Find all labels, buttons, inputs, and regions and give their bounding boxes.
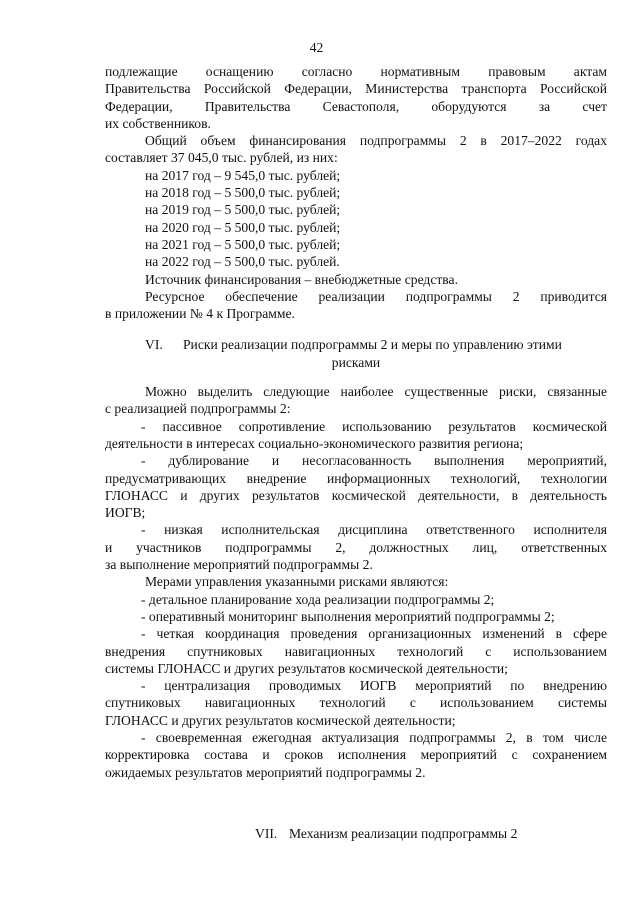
section-7-heading xyxy=(105,825,607,842)
text-line: ГЛОНАСС и других результатов космической деятельности; xyxy=(105,712,456,728)
risk-item xyxy=(105,521,607,573)
financing-source: Источник финансирования – внебюджетные средства. xyxy=(145,271,458,287)
text-line: внедрения спутниковых навигационных технологий с использованием xyxy=(105,643,607,659)
financing-year-item: на 2021 год – 5 500,0 тыс. рублей; xyxy=(145,236,341,252)
measure-item xyxy=(105,608,607,625)
text-line: ожидаемых результатов мероприятий подпрограммы 2. xyxy=(105,764,426,780)
intro-paragraph xyxy=(105,63,607,132)
text-line: - низкая исполнительская дисциплина ответственного исполнителя xyxy=(141,522,607,538)
financing-year-item: на 2019 год – 5 500,0 тыс. рублей; xyxy=(145,202,341,218)
measure-item xyxy=(105,729,607,781)
text-line: системы ГЛОНАСС и других результатов космической деятельности; xyxy=(105,660,508,676)
section-number: VI. xyxy=(145,337,163,353)
text-line: Федерации, Правительства Севастополя, оборудуются за счет xyxy=(105,98,607,114)
financing-paragraph xyxy=(105,132,607,167)
risks-intro-paragraph xyxy=(105,383,607,418)
financing-year-item: на 2020 год – 5 500,0 тыс. рублей; xyxy=(145,219,341,235)
text-line: - пассивное сопротивление использованию результатов космической xyxy=(141,418,607,434)
text-line: составляет 37 045,0 тыс. рублей, из них: xyxy=(105,150,338,166)
text-line: ИОГВ; xyxy=(105,505,146,521)
text-line: - своевременная ежегодная актуализация подпрограммы 2, в том числе xyxy=(141,729,607,745)
text-line: за выполнение мероприятий подпрограммы 2. xyxy=(105,557,373,573)
text-line: - дублирование и несогласованность выполнения мероприятий, xyxy=(141,453,607,469)
text-line: с реализацией подпрограммы 2: xyxy=(105,401,291,417)
text-line: - оперативный мониторинг выполнения мероприятий подпрограммы 2; xyxy=(141,608,555,624)
financing-year-item: на 2017 год – 9 545,0 тыс. рублей; xyxy=(145,167,341,183)
risk-item xyxy=(105,452,607,521)
text-line: и участников подпрограммы 2, должностных лиц, ответственных xyxy=(105,539,607,555)
text-line: подлежащие оснащению согласно нормативным правовым актам xyxy=(105,64,607,79)
section-title: Механизм реализации подпрограммы 2 xyxy=(289,825,518,841)
text-line: спутниковых навигационных технологий с использованием системы xyxy=(105,695,607,711)
text-line: - детальное планирование хода реализации подпрограммы 2; xyxy=(141,591,495,607)
text-line: деятельности в интересах социально-экономического развития региона; xyxy=(105,435,524,451)
text-line: Правительства Российской Федерации, Министерства транспорта Российской xyxy=(105,81,607,97)
text-line: ГЛОНАСС и других результатов космической деятельности, в деятельность xyxy=(105,487,607,503)
text-line: Ресурсное обеспечение реализации подпрограммы 2 приводится xyxy=(145,288,607,304)
measure-item xyxy=(105,591,607,608)
financing-years-list xyxy=(105,167,607,271)
text-line: в приложении № 4 к Программе. xyxy=(105,306,295,322)
text-line: - централизация проводимых ИОГВ мероприятий по внедрению xyxy=(141,678,607,694)
resource-paragraph xyxy=(105,288,607,323)
measures-intro: Мерами управления указанными рисками являются: xyxy=(145,574,449,590)
measure-item xyxy=(105,625,607,677)
measure-item xyxy=(105,677,607,729)
risk-item xyxy=(105,418,607,453)
financing-year-item: на 2022 год – 5 500,0 тыс. рублей. xyxy=(145,254,340,270)
section-title-continuation: рисками xyxy=(331,354,381,370)
text-line: их собственников. xyxy=(105,115,211,131)
section-6-heading xyxy=(105,336,607,371)
section-number: VII. xyxy=(255,825,278,841)
text-line: Можно выделить следующие наиболее существенные риски, связанные xyxy=(145,384,607,400)
text-line: Общий объем финансирования подпрограммы 2 в 2017–2022 годах xyxy=(145,133,607,149)
text-line: - четкая координация проведения организационных изменений в сфере xyxy=(141,626,607,642)
text-line: предусматривающих внедрение информационных технологий, технологии xyxy=(105,470,607,486)
financing-year-item: на 2018 год – 5 500,0 тыс. рублей; xyxy=(145,185,341,201)
section-title: Риски реализации подпрограммы 2 и меры по управлению этими xyxy=(183,337,562,353)
page-number: 42 xyxy=(309,40,324,55)
document-body xyxy=(105,63,607,842)
text-line: корректировка состава и сроков исполнения мероприятий с сохранением xyxy=(105,747,607,763)
